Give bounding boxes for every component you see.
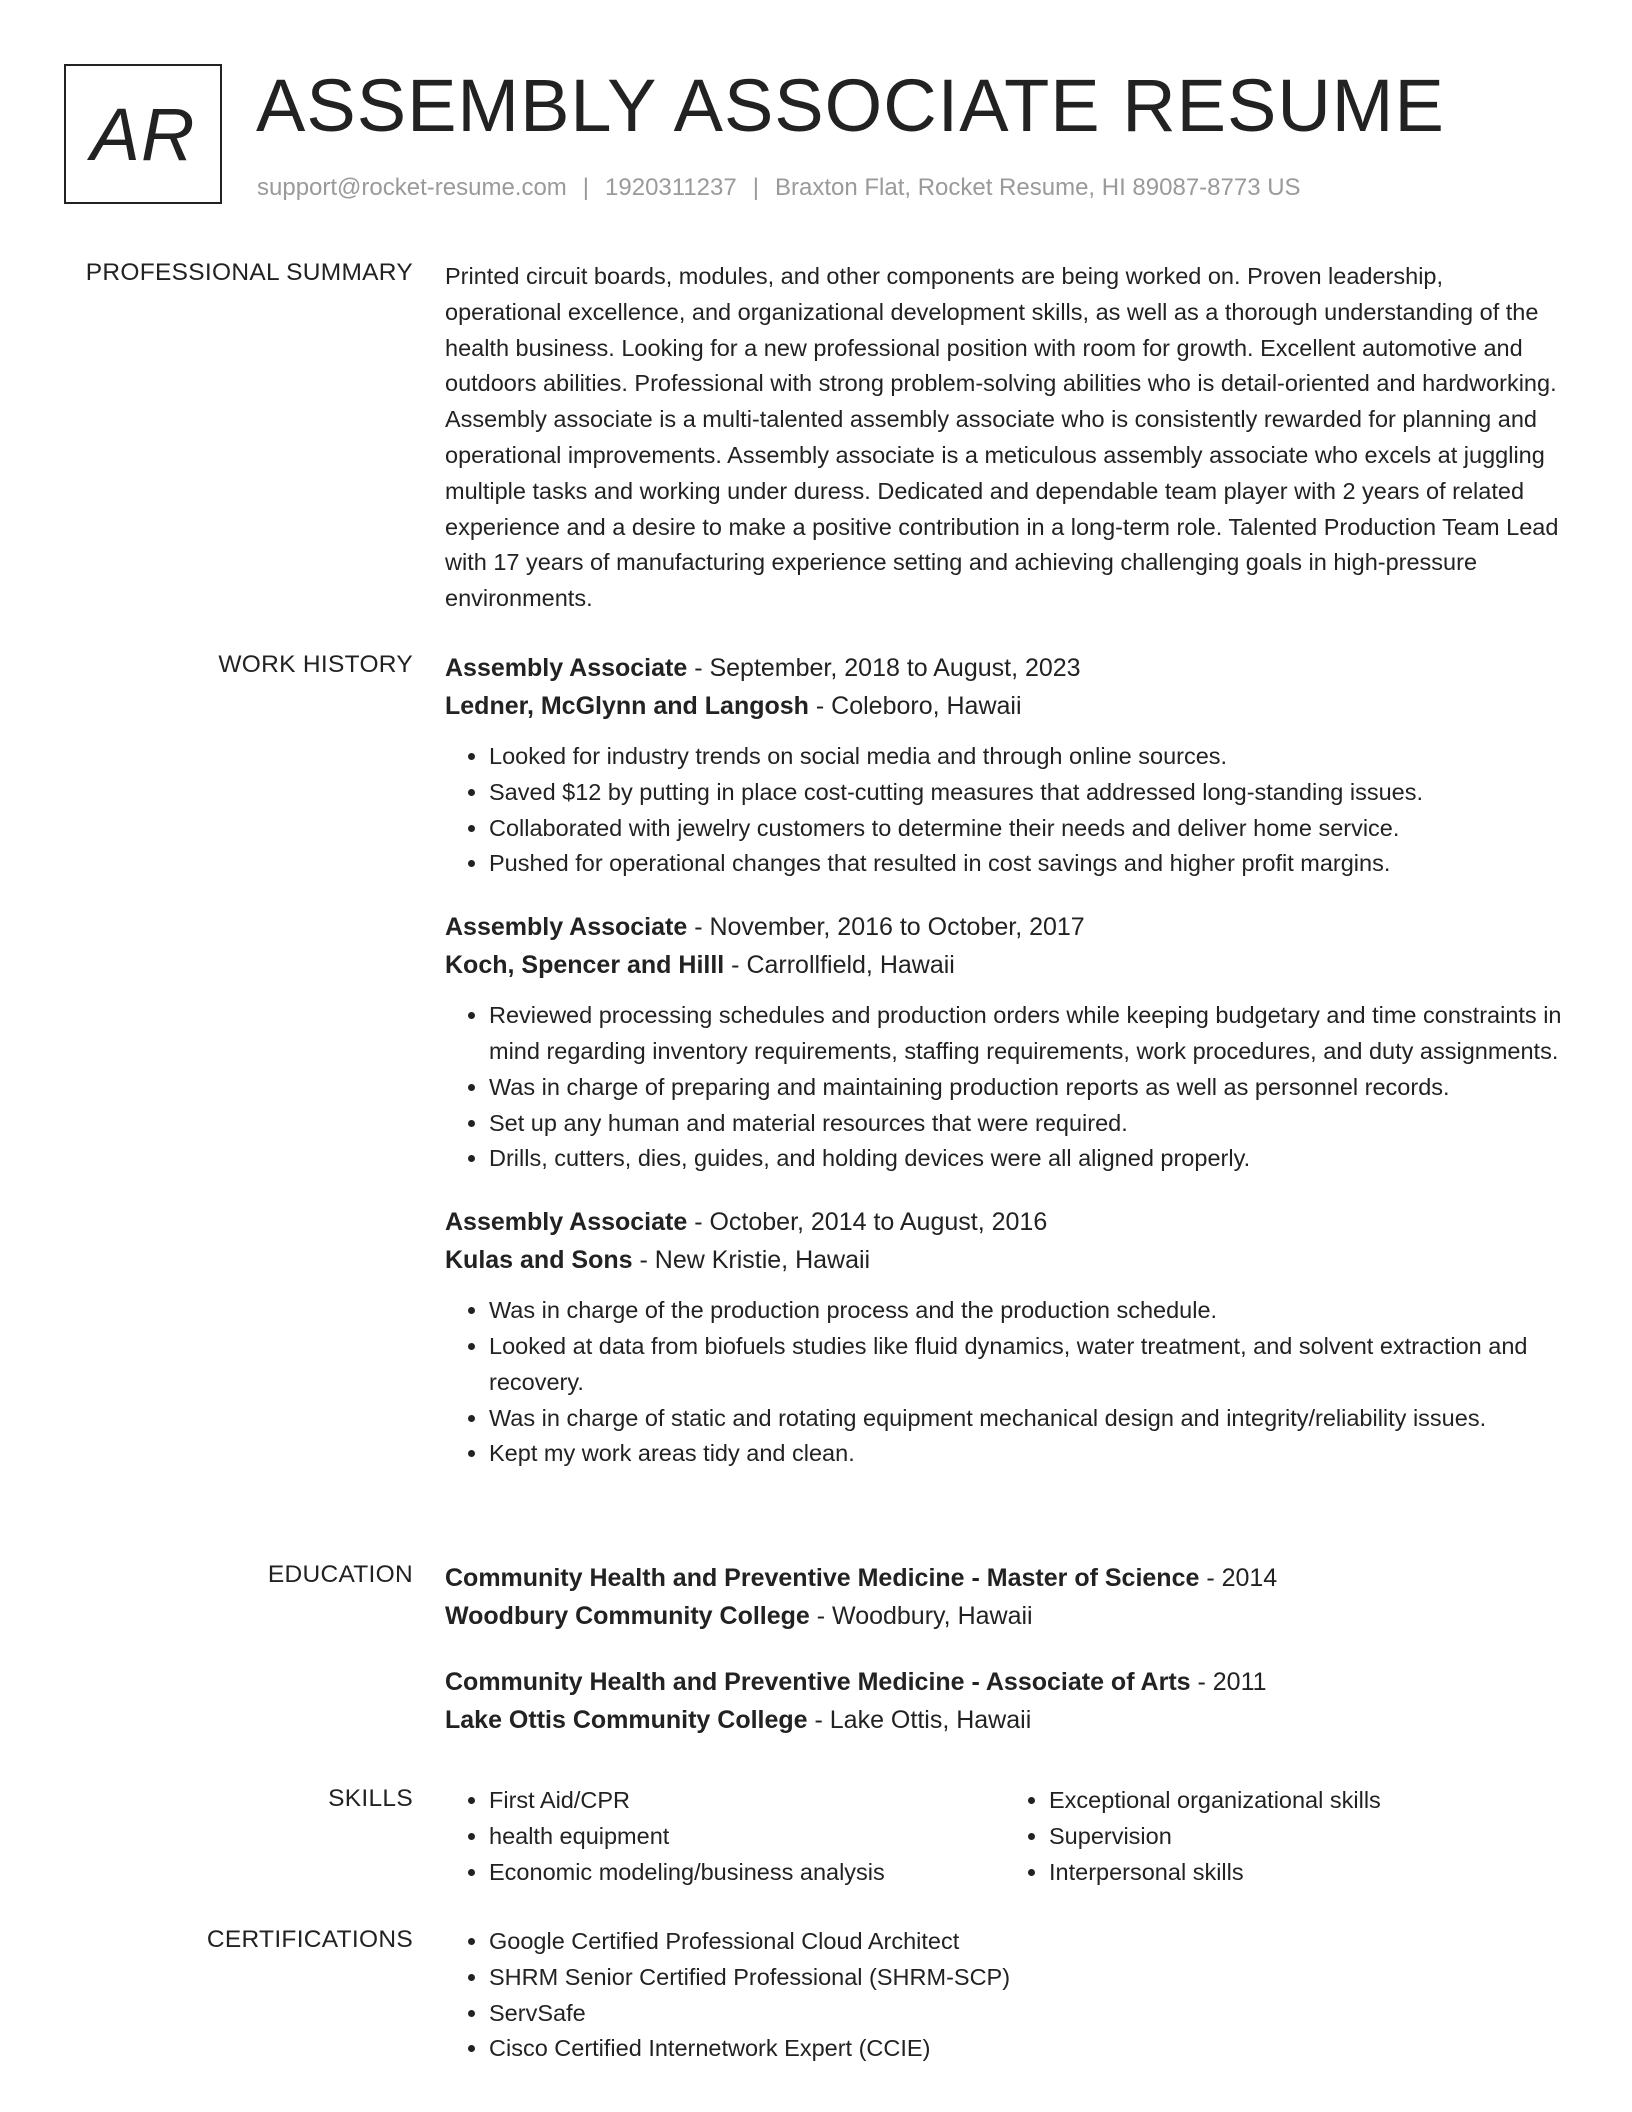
monogram-badge: AR [64, 64, 222, 204]
skills-column-left [445, 1783, 1005, 1890]
certification-item: • SHRM Senior Certified Professional (SHRM-SCP) [489, 1960, 1565, 1996]
skill-item: • health equipment [489, 1819, 1005, 1855]
contact-email: support@rocket-resume.com [257, 174, 567, 201]
job-title-line [445, 908, 1565, 946]
skills-grid [445, 1783, 1565, 1890]
certification-item: • ServSafe [489, 1996, 1565, 2032]
contact-line [257, 174, 1301, 202]
job-title: Assembly Associate [445, 654, 688, 682]
job-title: Assembly Associate [445, 913, 688, 942]
job-company: Ledner, McGlynn and Langosh [445, 692, 809, 720]
work-history-heading: WORK HISTORY [218, 651, 413, 678]
job-entry [445, 908, 1565, 1177]
job-location: - Coleboro, Hawaii [808, 692, 1022, 720]
education-degree: Community Health and Preventive Medicine - Master of Science [445, 1564, 1200, 1592]
certification-item: • Google Certified Professional Cloud Architect [489, 1924, 1565, 1960]
contact-separator: | [752, 174, 759, 201]
summary-heading: PROFESSIONAL SUMMARY [85, 259, 413, 286]
skill-item: • Economic modeling/business analysis [489, 1855, 1005, 1891]
skill-item: • Interpersonal skills [1049, 1855, 1565, 1891]
job-dates: - October, 2014 to August, 2016 [687, 1208, 1048, 1237]
education-location: - Lake Ottis, Hawaii [807, 1706, 1032, 1734]
job-bullet: • Collaborated with jewelry customers to determine their needs and deliver home service. [489, 811, 1565, 847]
education-location: - Woodbury, Hawaii [809, 1602, 1033, 1630]
education-school-line [445, 1597, 1565, 1635]
certifications-heading: CERTIFICATIONS [206, 1926, 413, 1953]
job-title-line [445, 1203, 1565, 1241]
education-entry [445, 1663, 1565, 1739]
job-dates: - September, 2018 to August, 2023 [687, 654, 1081, 682]
education-school: Woodbury Community College [445, 1602, 810, 1630]
skills-heading: SKILLS [328, 1785, 413, 1812]
job-dates: - November, 2016 to October, 2017 [687, 913, 1085, 942]
skill-item: • Exceptional organizational skills [1049, 1783, 1565, 1819]
job-title-line [445, 649, 1565, 687]
education-school-line [445, 1701, 1565, 1739]
job-bullets [445, 1293, 1565, 1472]
job-bullet: • Saved $12 by putting in place cost-cutting measures that addressed long-standing issues. [489, 775, 1565, 811]
job-entry [445, 649, 1565, 882]
resume-title: ASSEMBLY ASSOCIATE RESUME [256, 64, 1445, 147]
education-entry [445, 1559, 1565, 1635]
education-year: - 2014 [1199, 1564, 1278, 1592]
job-company-line [445, 946, 1565, 984]
job-bullet: • Kept my work areas tidy and clean. [489, 1436, 1565, 1472]
education-heading: EDUCATION [267, 1561, 413, 1588]
skills-column-right [1005, 1783, 1565, 1890]
summary-text: Printed circuit boards, modules, and other components are being worked on. Proven leadership, operational excellence, and organizational development skills, as well as a thorough understanding of the health business. Looking for a new professional position with room for growth. Excellent automotive and outdoors abilities. Professional with strong problem-solving abilities who is detail-oriented and hardworking. Assembly associate is a multi-talented assembly associate who is consistently rewarded for planning and operational improvements. Assembly associate is a meticulous assembly associate who excels at juggling multiple tasks and working under duress. Dedicated and dependable team player with 2 years of related experience and a desire to make a positive contribution in a long-term role. Talented Production Team Lead with 17 years of manufacturing experience setting and achieving challenging goals in high-pressure environments. [445, 263, 1559, 612]
education-degree-line [445, 1663, 1565, 1701]
job-location: - Carrollfield, Hawaii [724, 951, 955, 980]
skill-item: • First Aid/CPR [489, 1783, 1005, 1819]
education-degree: Community Health and Preventive Medicine - Associate of Arts [445, 1668, 1191, 1696]
job-bullet: • Set up any human and material resources that were required. [489, 1106, 1565, 1142]
education-school: Lake Ottis Community College [445, 1706, 808, 1734]
job-bullet: • Was in charge of static and rotating equipment mechanical design and integrity/reliability issues. [489, 1401, 1565, 1437]
job-bullet: • Was in charge of the production process and the production schedule. [489, 1293, 1565, 1329]
job-bullet: • Looked at data from biofuels studies like fluid dynamics, water treatment, and solvent extraction and recovery. [489, 1329, 1565, 1401]
job-company: Kulas and Sons [445, 1246, 633, 1275]
job-bullets [445, 998, 1565, 1177]
skill-item: • Supervision [1049, 1819, 1565, 1855]
job-bullet: • Reviewed processing schedules and production orders while keeping budgetary and time constraints in mind regarding inventory requirements, staffing requirements, work procedures, and duty assignments. [489, 998, 1565, 1070]
job-company-line [445, 687, 1565, 725]
education-degree-line [445, 1559, 1565, 1597]
education-year: - 2011 [1190, 1668, 1267, 1696]
job-company-line [445, 1241, 1565, 1279]
job-location: - New Kristie, Hawaii [632, 1246, 871, 1275]
job-company: Koch, Spencer and Hilll [445, 951, 725, 980]
job-bullet: • Was in charge of preparing and maintaining production reports as well as personnel records. [489, 1070, 1565, 1106]
job-bullet: • Drills, cutters, dies, guides, and holding devices were all aligned properly. [489, 1141, 1565, 1177]
certification-item: • Cisco Certified Internetwork Expert (CCIE) [489, 2031, 1565, 2067]
job-entry [445, 1203, 1565, 1472]
job-title: Assembly Associate [445, 1208, 688, 1237]
job-bullet: • Pushed for operational changes that resulted in cost savings and higher profit margins. [489, 846, 1565, 882]
job-bullets [445, 739, 1565, 882]
contact-separator: | [582, 174, 590, 201]
resume-header [64, 64, 1564, 214]
contact-phone: 1920311237 [605, 174, 737, 201]
certifications-list [445, 1924, 1565, 2067]
job-bullet: • Looked for industry trends on social media and through online sources. [489, 739, 1565, 775]
contact-address: Braxton Flat, Rocket Resume, HI 89087-8773 US [774, 174, 1301, 201]
